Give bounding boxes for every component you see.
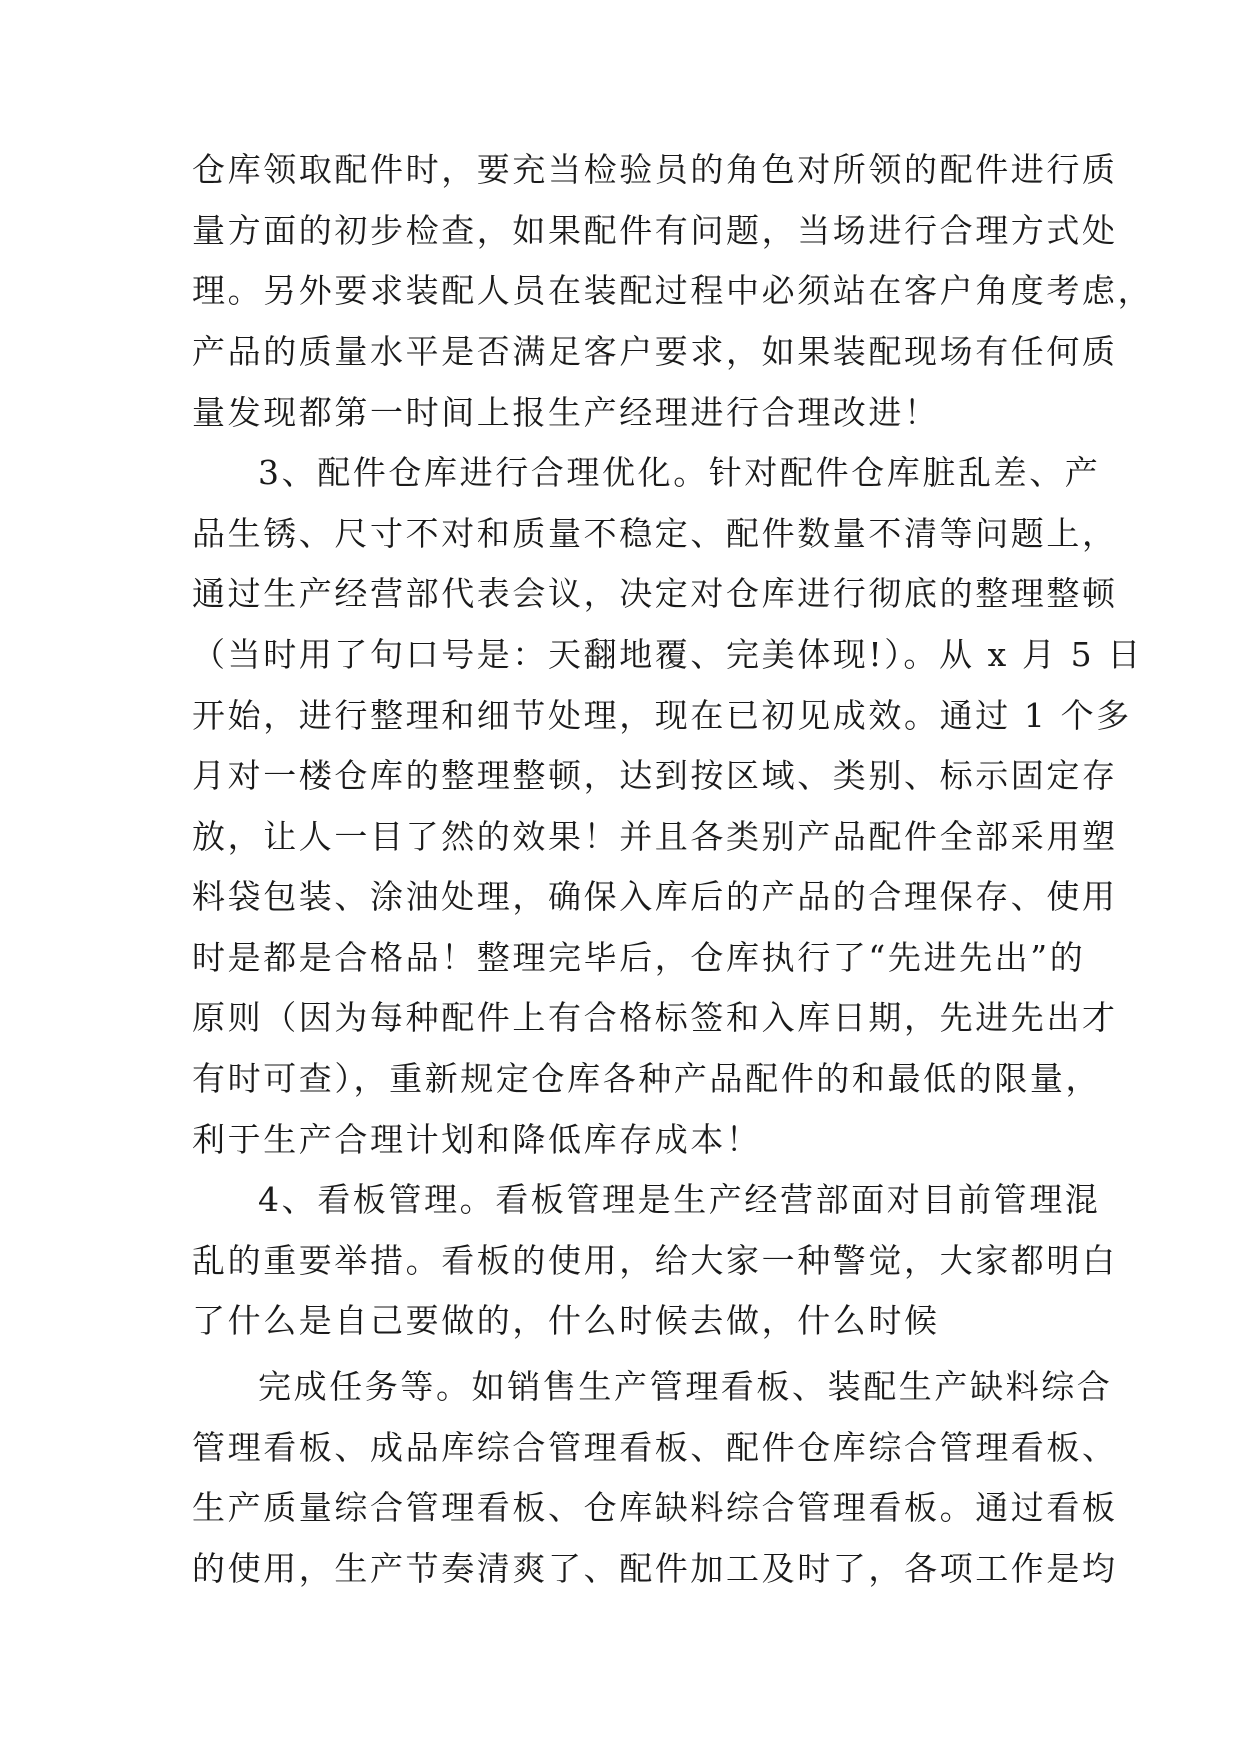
paragraph-3-start: 3、配件仓库进行合理优化。针对配件仓库脏乱差、产 — [258, 453, 1101, 492]
text-line: 利于生产合理计划和降低库存成本！ — [192, 1120, 762, 1159]
text-line: 了什么是自己要做的，什么时候去做，什么时候 — [192, 1301, 940, 1340]
text-line: 放，让人一目了然的效果！并且各类别产品配件全部采用塑 — [192, 817, 1118, 856]
text-line: 有时可查），重新规定仓库各种产品配件的和最低的限量， — [192, 1059, 1102, 1098]
paragraph-4-start: 4、看板管理。看板管理是生产经营部面对目前管理混 — [258, 1180, 1101, 1219]
text-line: 开始，进行整理和细节处理，现在已初见成效。通过 1 个多 — [192, 696, 1132, 735]
text-line: （当时用了句口号是：天翻地覆、完美体现!）。从 x 月 5 日 — [192, 635, 1143, 674]
text-line: 管理看板、成品库综合管理看板、配件仓库综合管理看板、 — [192, 1428, 1118, 1467]
text-line: 生产质量综合管理看板、仓库缺料综合管理看板。通过看板 — [192, 1488, 1118, 1527]
text-line: 通过生产经营部代表会议，决定对仓库进行彻底的整理整顿 — [192, 574, 1118, 613]
text-line: 理。另外要求装配人员在装配过程中必须站在客户角度考虑， — [192, 271, 1154, 310]
text-line: 时是都是合格品！整理完毕后，仓库执行了“先进先出”的 — [192, 938, 1086, 977]
text-line: 品生锈、尺寸不对和质量不稳定、配件数量不清等问题上， — [192, 514, 1118, 553]
paragraph-continuation-start: 完成任务等。如销售生产管理看板、装配生产缺料综合 — [258, 1367, 1113, 1406]
text-line: 仓库领取配件时，要充当检验员的角色对所领的配件进行质 — [192, 150, 1118, 189]
text-line: 产品的质量水平是否满足客户要求，如果装配现场有任何质 — [192, 332, 1118, 371]
text-line: 乱的重要举措。看板的使用，给大家一种警觉，大家都明白 — [192, 1241, 1118, 1280]
text-line: 量发现都第一时间上报生产经理进行合理改进！ — [192, 393, 940, 432]
text-line: 量方面的初步检查，如果配件有问题，当场进行合理方式处 — [192, 211, 1118, 250]
text-line: 的使用，生产节奏清爽了、配件加工及时了，各项工作是均 — [192, 1549, 1118, 1588]
text-line: 原则（因为每种配件上有合格标签和入库日期，先进先出才 — [192, 998, 1118, 1037]
text-line: 料袋包装、涂油处理，确保入库后的产品的合理保存、使用 — [192, 877, 1118, 916]
text-line: 月对一楼仓库的整理整顿，达到按区域、类别、标示固定存 — [192, 756, 1118, 795]
